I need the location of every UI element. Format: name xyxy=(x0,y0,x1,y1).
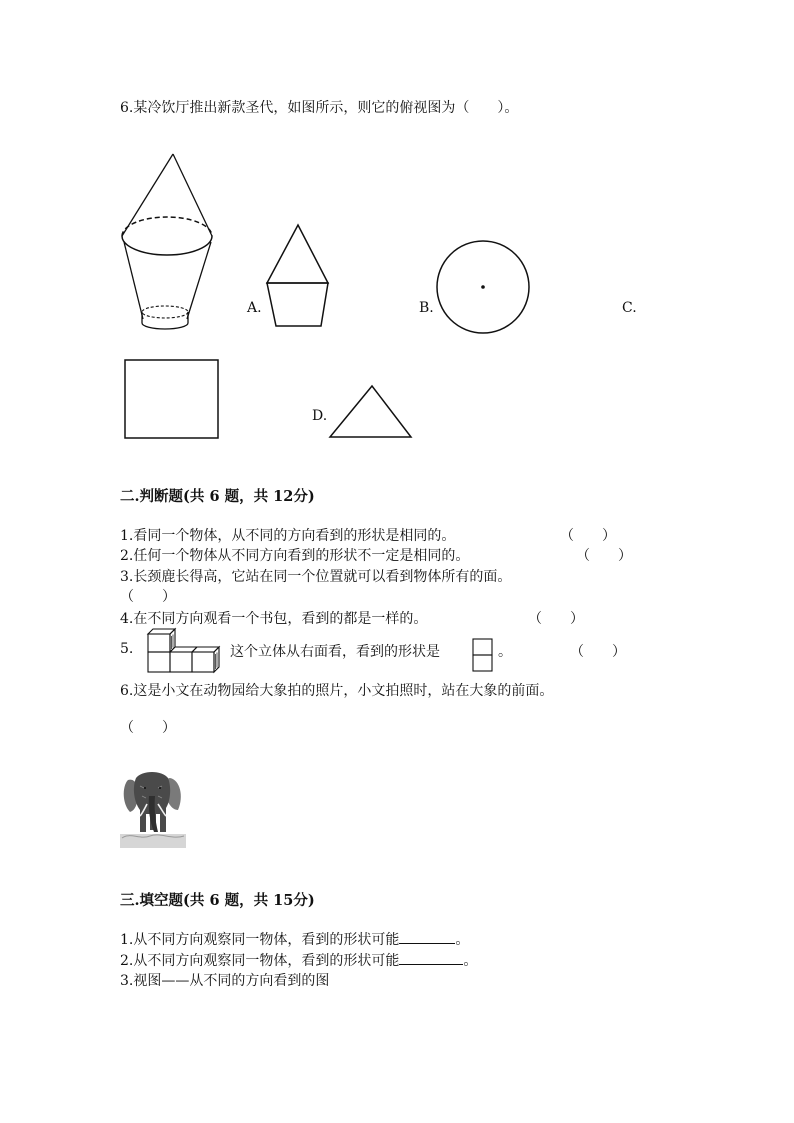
section2-title: 二.判断题(共 6 题，共 12分) xyxy=(120,488,315,505)
judge-item-5-paren[interactable]: （ ） xyxy=(570,644,626,660)
judge-item-1: 1.看同一个物体，从不同的方向看到的形状是相同的。 xyxy=(120,528,456,544)
fill-item-2-blank[interactable] xyxy=(399,950,463,965)
cube-stack-figure xyxy=(145,628,221,674)
judge-item-2: 2.任何一个物体从不同方向看到的形状不一定是相同的。 xyxy=(120,548,470,564)
fill-item-1-blank[interactable] xyxy=(399,929,455,944)
fill-item-3: 3.视图——从不同的方向看到的图 xyxy=(120,973,330,989)
fill-item-1 xyxy=(120,929,469,949)
judge-item-6: 6.这是小文在动物园给大象拍的照片，小文拍照时，站在大象的前面。 xyxy=(120,683,554,699)
option-a-label: A. xyxy=(247,300,262,316)
option-d-figure xyxy=(328,384,414,440)
judge-item-2-paren[interactable]: （ ） xyxy=(576,548,632,564)
elephant-photo xyxy=(120,766,186,848)
option-c-label: C. xyxy=(622,300,637,316)
option-a-figure xyxy=(262,222,334,330)
judge-item-1-paren[interactable]: （ ） xyxy=(560,528,616,544)
judge-item-6-paren[interactable]: （ ） xyxy=(120,720,176,736)
option-b-label: B. xyxy=(419,300,434,316)
judge-item-3: 3.长颈鹿长得高，它站在同一个位置就可以看到物体所有的面。 xyxy=(120,569,512,585)
question-6-stem: 6.某冷饮厅推出新款圣代，如图所示，则它的俯视图为（ ）。 xyxy=(120,100,519,116)
fill-item-2-text: 2.从不同方向观察同一物体，看到的形状可能 xyxy=(120,953,400,969)
section3-title: 三.填空题(共 6 题，共 15分) xyxy=(120,892,315,909)
judge-item-3-paren[interactable]: （ ） xyxy=(120,589,176,605)
judge-item-4-paren[interactable]: （ ） xyxy=(528,611,584,627)
sundae-figure xyxy=(118,152,218,337)
option-b-figure xyxy=(436,240,532,336)
option-c-figure xyxy=(124,359,220,441)
option-d-label: D. xyxy=(312,408,328,424)
judge-item-5: 这个立体从右面看，看到的形状是 xyxy=(230,644,440,660)
fill-item-2 xyxy=(120,950,477,970)
judge-item-5-number: 5. xyxy=(120,641,134,657)
fill-item-1-text: 1.从不同方向观察同一物体，看到的形状可能 xyxy=(120,932,400,948)
fill-item-2-end: 。 xyxy=(463,953,478,969)
judge-item-4: 4.在不同方向观看一个书包，看到的都是一样的。 xyxy=(120,611,428,627)
judge-item-5-end: 。 xyxy=(498,644,512,660)
right-view-figure xyxy=(472,638,494,674)
fill-item-1-end: 。 xyxy=(455,932,470,948)
